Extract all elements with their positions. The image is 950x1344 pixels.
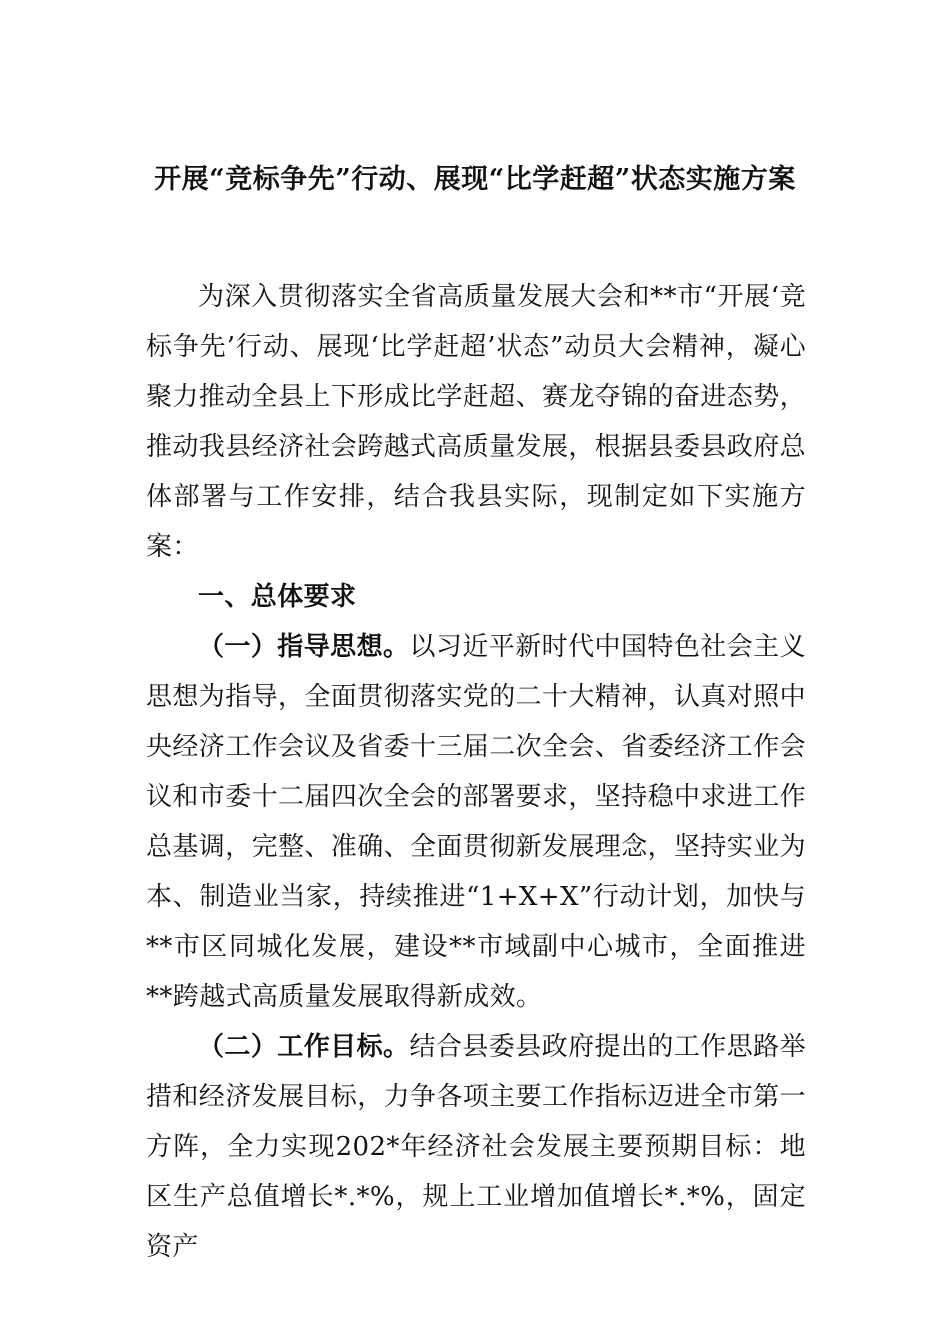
- document-title: 开展“竞标争先”行动、展现“比学赶超”状态实施方案: [154, 164, 796, 195]
- paragraph-lead-work-goals: （二）工作目标。: [198, 1032, 410, 1062]
- paragraph-text-guiding-ideology: 以习近平新时代中国特色社会主义思想为指导，全面贯彻落实党的二十大精神，认真对照中央经济工作会议及省委十三届二次全会、省委经济工作会议和市委十二届四次全会的部署要求，坚持稳中求进工作总基调，完整、准确、全面贯彻新发展理念，坚持实业为本、制造业当家，持续推进“1+X+X”行动计划，加快与**市区同城化发展，建设**市域副中心城市，全面推进**跨越式高质量发展取得新成效。: [146, 632, 807, 1012]
- section-heading-general-requirements: 一、总体要求: [198, 582, 357, 612]
- document-body: [146, 272, 806, 1272]
- paragraph-guiding-ideology: [146, 622, 806, 1022]
- paragraph-text-work-goals: 结合县委县政府提出的工作思路举措和经济发展目标，力争各项主要工作指标迈进全市第一方阵，全力实现202*年经济社会发展主要预期目标：地区生产总值增长*.*%，规上工业增加值增长*.*%，固定资产: [146, 1032, 807, 1262]
- intro-paragraph: 为深入贯彻落实全省高质量发展大会和**市“开展‘竞标争先’行动、展现‘比学赶超’状态”动员大会精神，凝心聚力推动全县上下形成比学赶超、赛龙夺锦的奋进态势，推动我县经济社会跨越式高质量发展，根据县委县政府总体部署与工作安排，结合我县实际，现制定如下实施方案：: [146, 282, 807, 562]
- paragraph-lead-guiding-ideology: （一）指导思想。: [198, 632, 410, 662]
- paragraph-work-goals: [146, 1022, 806, 1272]
